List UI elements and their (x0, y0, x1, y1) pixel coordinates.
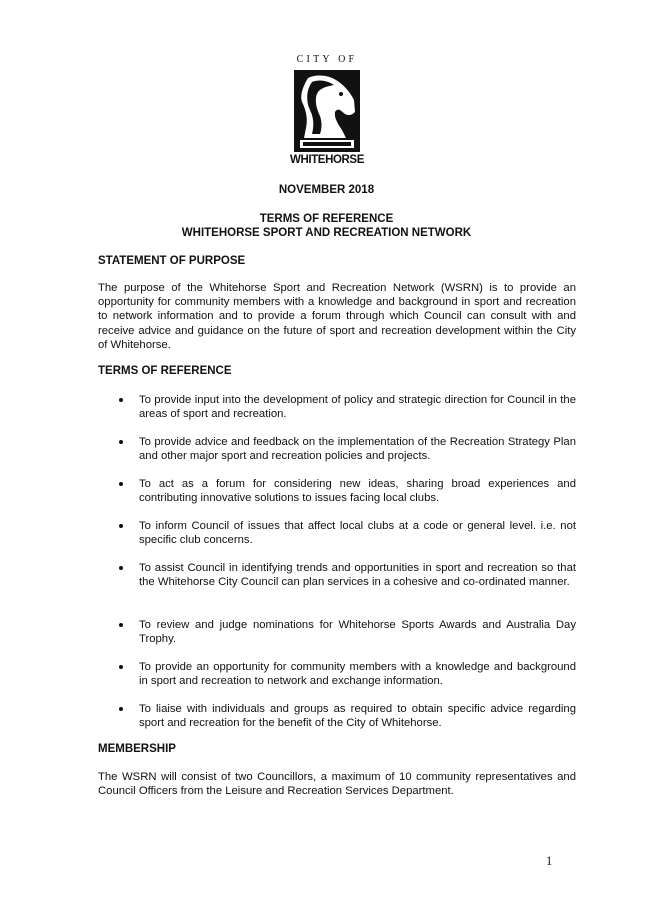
document-date: NOVEMBER 2018 (278, 184, 375, 196)
bullet-icon (119, 566, 123, 570)
purpose-paragraph: The purpose of the Whitehorse Sport and Recreation Network (WSRN) is to provide an opportunity for community members with a knowledge and background in sport and recreation to network information and to provide a forum through which Council can consult with and receive advice and guidance on the future of sport and recreation development within the City of Whitehorse. (98, 282, 576, 351)
purpose-heading: STATEMENT OF PURPOSE (98, 255, 246, 267)
list-item-text: To provide advice and feedback on the implementation of the Recreation Strategy Plan and other major sport and recreation policies and projects. (139, 436, 576, 463)
terms-heading: TERMS OF REFERENCE (98, 365, 232, 377)
list-item-text: To assist Council in identifying trends and opportunities in sport and recreation so that the Whitehorse City Council can plan services in a cohesive and co-ordinated manner. (139, 562, 576, 589)
list-item-text: To provide input into the development of policy and strategic direction for Council in the areas of sport and recreation. (139, 394, 576, 421)
title-line-2: WHITEHORSE SPORT AND RECREATION NETWORK (181, 227, 472, 239)
bullet-icon (119, 524, 123, 528)
bullet-icon (119, 623, 123, 627)
list-item-text: To provide an opportunity for community members with a knowledge and background in sport and recreation to network and exchange information. (139, 661, 576, 688)
bullet-icon (119, 482, 123, 486)
page-number: 1 (546, 854, 553, 868)
list-item-text: To act as a forum for considering new ideas, sharing broad experiences and contributing innovative solutions to issues facing local clubs. (139, 478, 576, 505)
bullet-icon (119, 440, 123, 444)
logo-city-of-text: CITY OF (296, 54, 358, 65)
bullet-icon (119, 398, 123, 402)
logo-whitehorse-text: WHITEHORSE (290, 154, 364, 166)
bullet-icon (119, 707, 123, 711)
city-logo (289, 54, 365, 167)
horse-head-icon (294, 70, 360, 152)
membership-heading: MEMBERSHIP (98, 743, 176, 755)
document-title (0, 212, 653, 240)
list-item-text: To liaise with individuals and groups as required to obtain specific advice regarding sport and recreation for the benefit of the City of Whitehorse. (139, 703, 576, 730)
title-line-1: TERMS OF REFERENCE (259, 213, 394, 225)
list-item-text: To review and judge nominations for Whitehorse Sports Awards and Australia Day Trophy. (139, 619, 576, 646)
list-item-text: To inform Council of issues that affect local clubs at a code or general level. i.e. not specific club concerns. (139, 520, 576, 547)
bullet-icon (119, 665, 123, 669)
membership-paragraph: The WSRN will consist of two Councillors, a maximum of 10 community representatives and Council Officers from the Leisure and Recreation Services Department. (98, 771, 576, 798)
